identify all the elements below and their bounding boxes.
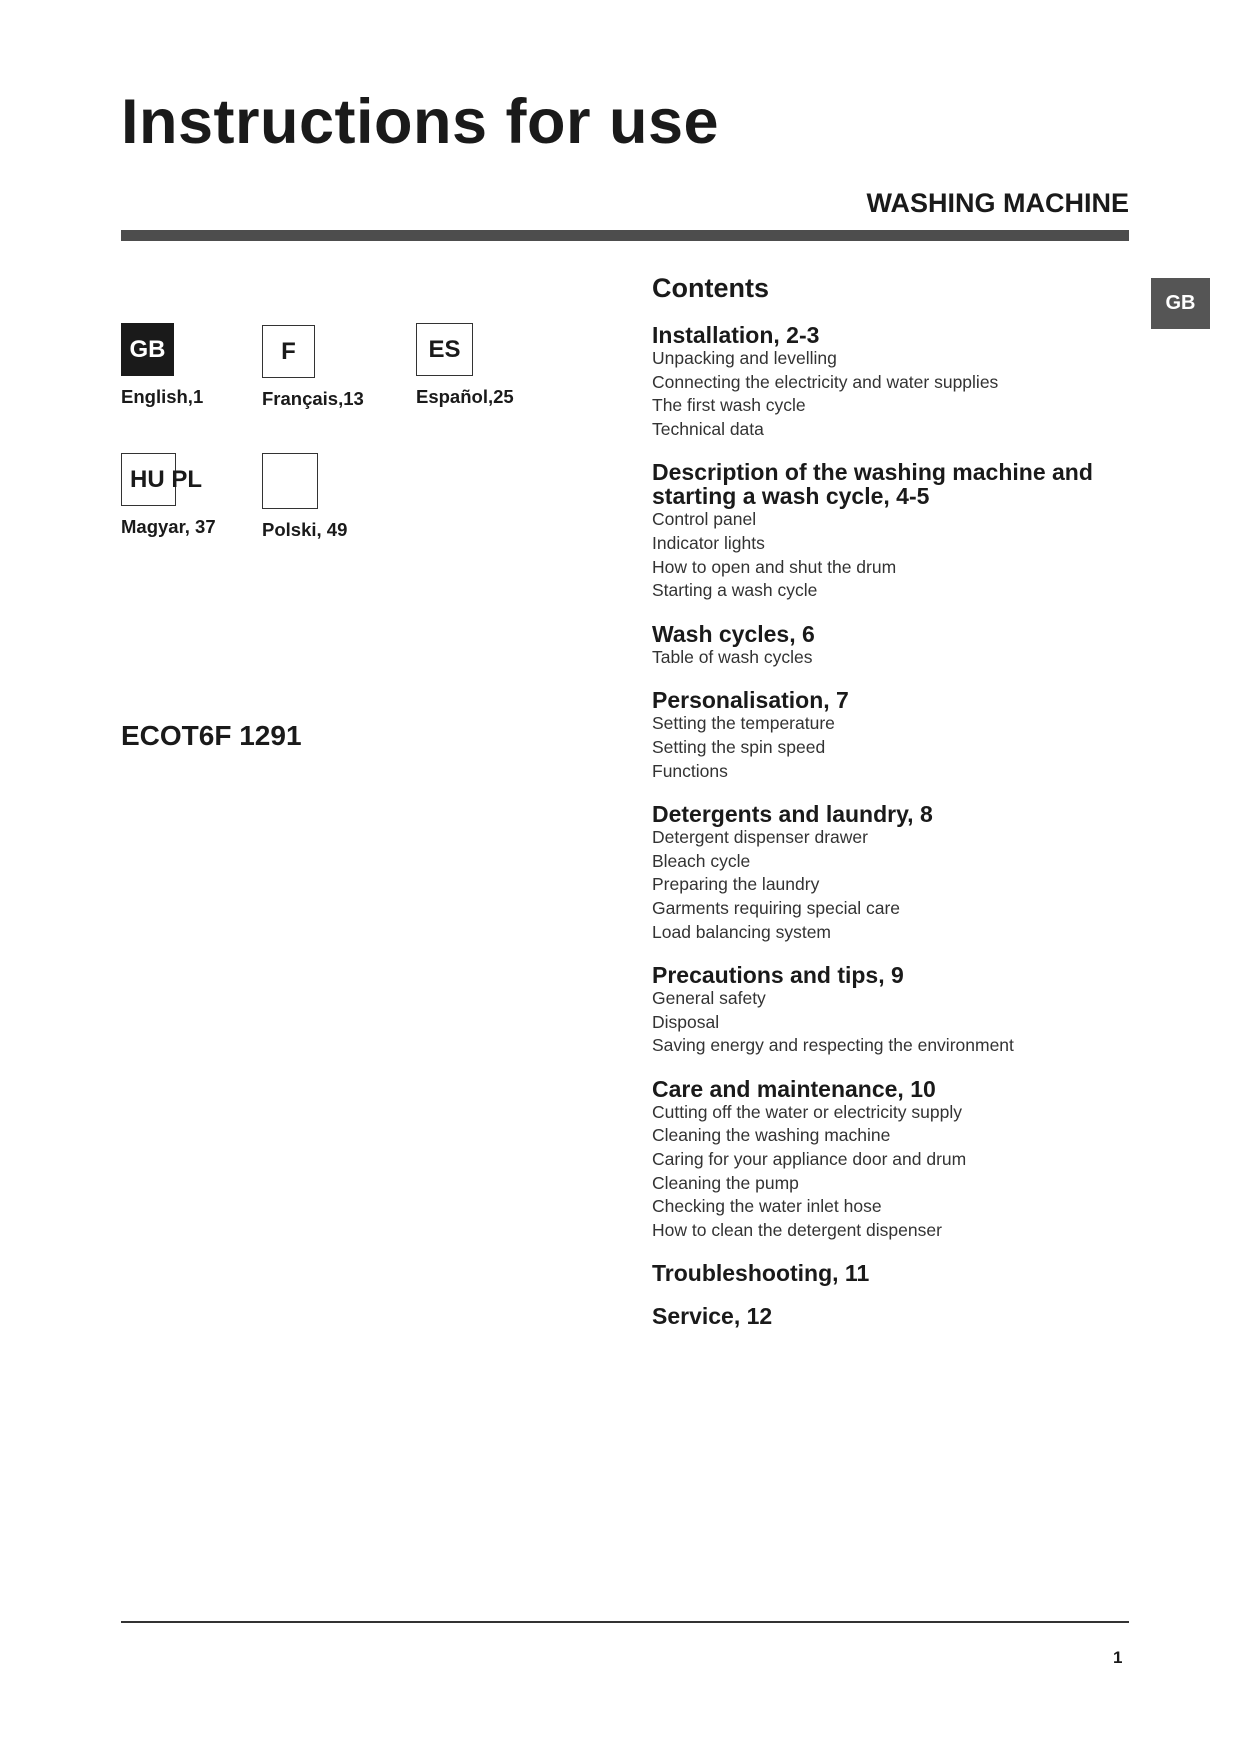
contents-section <box>652 963 1132 1058</box>
contents-section-item[interactable]: Bleach cycle <box>652 850 751 871</box>
contents-section-title[interactable]: Precautions and tips, 9 <box>652 962 904 989</box>
contents-section-item[interactable]: Indicator lights <box>652 532 765 553</box>
contents-section <box>652 802 1132 944</box>
footer-divider <box>121 1621 1129 1623</box>
contents-section-item[interactable]: Detergent dispenser drawer <box>652 827 868 848</box>
language-side-tab: GB <box>1151 278 1210 329</box>
contents-section-title[interactable]: Troubleshooting, 11 <box>652 1260 870 1287</box>
product-type: WASHING MACHINE <box>866 188 1129 218</box>
language-label: Polski, 49 <box>262 519 348 540</box>
contents-section-item[interactable]: General safety <box>652 988 766 1009</box>
language-label: Français,13 <box>262 388 364 409</box>
document-title: Instructions for use <box>121 87 720 157</box>
contents-section-item[interactable]: Unpacking and levelling <box>652 348 837 368</box>
language-item-pl[interactable] <box>262 453 422 541</box>
contents-section-item[interactable]: How to open and shut the drum <box>652 556 897 577</box>
contents-section-item[interactable]: Technical data <box>652 418 764 439</box>
contents-section-item[interactable]: Table of wash cycles <box>652 646 813 667</box>
contents-section <box>652 1077 1132 1243</box>
language-item-es[interactable] <box>416 323 576 408</box>
contents-section <box>652 688 1132 783</box>
language-code-box <box>121 453 202 506</box>
contents-section-item[interactable]: Saving energy and respecting the environment <box>652 1035 1014 1056</box>
contents-section-title[interactable]: Service, 12 <box>652 1303 773 1330</box>
contents-sections <box>652 323 1132 1328</box>
contents-section-title[interactable]: Personalisation, 7 <box>652 687 849 714</box>
contents-section-title[interactable]: Description of the washing machine and starting a wash cycle, 4-5 <box>652 459 1093 510</box>
contents-section-item[interactable]: Load balancing system <box>652 921 831 942</box>
contents-section-item[interactable]: How to clean the detergent dispenser <box>652 1219 942 1240</box>
contents-heading: Contents <box>652 273 769 303</box>
language-code-box: F <box>262 325 315 378</box>
language-item-hu[interactable] <box>121 453 281 538</box>
contents-section-item[interactable]: Checking the water inlet hose <box>652 1196 882 1217</box>
language-code-box: ES <box>416 323 473 376</box>
contents-section-item[interactable]: Setting the temperature <box>652 713 835 734</box>
language-label: English,1 <box>121 386 204 407</box>
contents-section-item[interactable]: The first wash cycle <box>652 395 806 416</box>
table-of-contents <box>652 273 1132 1347</box>
contents-section <box>652 1304 1132 1328</box>
contents-section-title[interactable]: Care and maintenance, 10 <box>652 1075 936 1102</box>
contents-section-item[interactable]: Setting the spin speed <box>652 736 826 757</box>
header-divider <box>121 230 1129 241</box>
contents-section-item[interactable]: Cleaning the pump <box>652 1172 799 1193</box>
language-code-text: HU PL <box>130 465 202 493</box>
contents-section-item[interactable]: Cutting off the water or electricity supply <box>652 1101 962 1122</box>
contents-section-item[interactable]: Connecting the electricity and water supplies <box>652 371 999 392</box>
model-number: ECOT6F 1291 <box>121 720 302 751</box>
contents-section-item[interactable]: Caring for your appliance door and drum <box>652 1149 967 1170</box>
contents-section-title[interactable]: Detergents and laundry, 8 <box>652 801 933 828</box>
language-item-gb[interactable] <box>121 323 281 408</box>
contents-section-item[interactable]: Preparing the laundry <box>652 874 820 895</box>
contents-section-item[interactable]: Garments requiring special care <box>652 897 901 918</box>
contents-section <box>652 1261 1132 1285</box>
contents-section <box>652 622 1132 670</box>
contents-section-title[interactable]: Installation, 2-3 <box>652 322 820 348</box>
language-label: Español,25 <box>416 386 514 407</box>
contents-section-title[interactable]: Wash cycles, 6 <box>652 620 815 647</box>
language-label: Magyar, 37 <box>121 516 216 537</box>
contents-section <box>652 460 1132 602</box>
contents-section-item[interactable]: Control panel <box>652 509 757 530</box>
language-code-box <box>262 453 318 509</box>
language-item-f[interactable] <box>262 325 422 410</box>
page-number: 1 <box>1113 1648 1123 1667</box>
contents-section <box>652 323 1132 441</box>
contents-section-item[interactable]: Disposal <box>652 1011 720 1032</box>
contents-section-item[interactable]: Functions <box>652 760 728 781</box>
contents-section-item[interactable]: Cleaning the washing machine <box>652 1125 891 1146</box>
language-code-box: GB <box>121 323 174 376</box>
contents-section-item[interactable]: Starting a wash cycle <box>652 580 818 601</box>
